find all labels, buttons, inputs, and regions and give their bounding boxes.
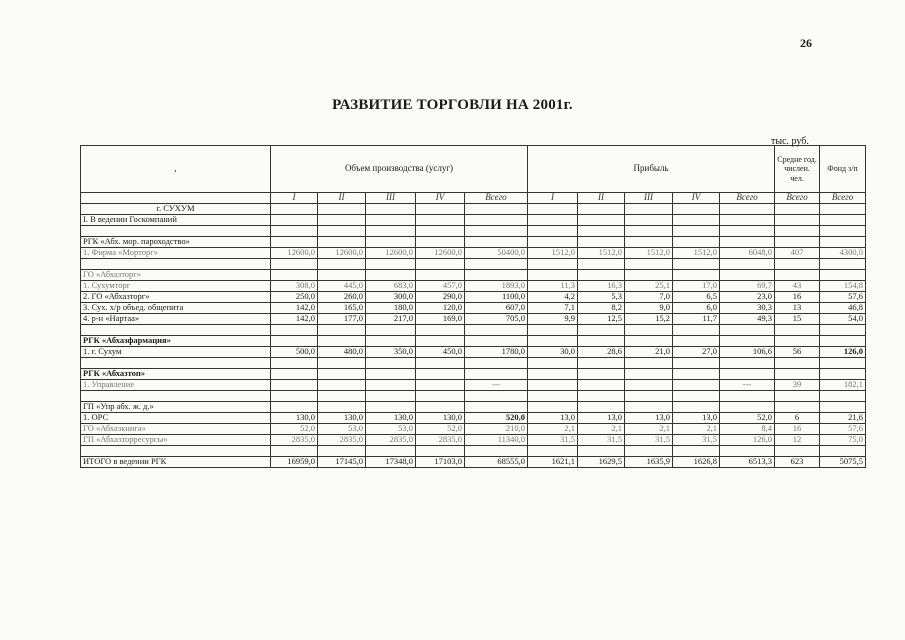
wage-fund-sub-header: Всего <box>820 193 866 204</box>
volume-q4: 169,0 <box>416 314 465 325</box>
avg-staff: 16 <box>775 424 820 435</box>
group-label: РГК «Абх. мор. пароходство» <box>81 237 271 248</box>
volume-q3: 180,0 <box>366 303 416 314</box>
group-label: ГО «Абхазторг» <box>81 270 271 281</box>
profit-q4: 31,5 <box>673 435 720 446</box>
profit-q4: 11,7 <box>673 314 720 325</box>
profit-q2: 16,3 <box>578 281 625 292</box>
avg-staff: 623 <box>775 457 820 468</box>
volume-total: 68555,0 <box>465 457 528 468</box>
volume-total: 1893,0 <box>465 281 528 292</box>
city-name: г. СУХУМ <box>81 204 271 215</box>
row-label: 2. ГО «Абхазторг» <box>81 292 271 303</box>
volume-q1: 308,0 <box>271 281 318 292</box>
table-row <box>81 413 866 424</box>
volume-q4: 120,0 <box>416 303 465 314</box>
profit-total: 8,4 <box>720 424 775 435</box>
wage-fund-header: Фонд з/п <box>820 146 866 193</box>
table-row <box>81 248 866 259</box>
spacer-row <box>81 358 866 369</box>
row-label: 1. Управление <box>81 380 271 391</box>
volume-total: --- <box>465 380 528 391</box>
group-row <box>81 369 866 380</box>
volume-q1: 130,0 <box>271 413 318 424</box>
volume-total: 607,0 <box>465 303 528 314</box>
avg-staff: 15 <box>775 314 820 325</box>
profit-q1: 11,3 <box>528 281 578 292</box>
profit-q4: 2,1 <box>673 424 720 435</box>
volume-q4: 12600,0 <box>416 248 465 259</box>
row-label: 4. р-н «Нартаа» <box>81 314 271 325</box>
row-label: ГО «Абхазкнига» <box>81 424 271 435</box>
wage-fund: 75,0 <box>820 435 866 446</box>
avg-staff: 39 <box>775 380 820 391</box>
profit-q3: 15,2 <box>625 314 673 325</box>
quarter-header: IV <box>416 193 465 204</box>
profit-q3: 7,0 <box>625 292 673 303</box>
page-title: РАЗВИТИЕ ТОРГОВЛИ НА 2001г. <box>332 97 573 113</box>
volume-q1: 16959,0 <box>271 457 318 468</box>
group-row <box>81 270 866 281</box>
section-row <box>81 215 866 226</box>
wage-fund: 21,6 <box>820 413 866 424</box>
table-header-row <box>81 146 866 193</box>
volume-q1: 2835,0 <box>271 435 318 446</box>
table-row <box>81 292 866 303</box>
quarter-header: Всего <box>720 193 775 204</box>
profit-q4: 6,0 <box>673 303 720 314</box>
wage-fund: 57,6 <box>820 292 866 303</box>
volume-total: 1100,0 <box>465 292 528 303</box>
city-row <box>81 204 866 215</box>
group-row <box>81 402 866 413</box>
volume-q1: 500,0 <box>271 347 318 358</box>
profit-group-header: Прибыль <box>528 146 775 193</box>
volume-q1: 52,0 <box>271 424 318 435</box>
units-label: тыс. руб. <box>771 136 809 147</box>
spacer-row <box>81 259 866 270</box>
table-row <box>81 303 866 314</box>
table-row <box>81 380 866 391</box>
avg-staff: 6 <box>775 413 820 424</box>
volume-q2: 12600,0 <box>318 248 366 259</box>
volume-q3: 2835,0 <box>366 435 416 446</box>
quarter-header: III <box>366 193 416 204</box>
volume-q4: 457,0 <box>416 281 465 292</box>
quarter-header: II <box>578 193 625 204</box>
volume-q4: 17103,0 <box>416 457 465 468</box>
volume-q1: 12600,0 <box>271 248 318 259</box>
profit-q3: 1635,9 <box>625 457 673 468</box>
row-label: 3. Сух. х/р объед. общепита <box>81 303 271 314</box>
avg-staff-sub-header: Всего <box>775 193 820 204</box>
group-label: РГК «Абхазфармация» <box>81 336 271 347</box>
profit-q1: 1621,1 <box>528 457 578 468</box>
profit-q4: 1512,0 <box>673 248 720 259</box>
table-row <box>81 314 866 325</box>
wage-fund: 57,6 <box>820 424 866 435</box>
profit-total: 49,3 <box>720 314 775 325</box>
row-label: 1. ОРС <box>81 413 271 424</box>
quarter-header: Всего <box>465 193 528 204</box>
volume-total: 705,0 <box>465 314 528 325</box>
volume-q2: 445,0 <box>318 281 366 292</box>
table-row <box>81 435 866 446</box>
avg-staff-header: Средне год. числен. чел. <box>775 146 820 193</box>
profit-q3: 21,0 <box>625 347 673 358</box>
volume-group-header: Объем производства (услуг) <box>271 146 528 193</box>
profit-q3: 13,0 <box>625 413 673 424</box>
corner-cell: , <box>81 146 271 193</box>
spacer-row <box>81 391 866 402</box>
profit-q2: 1512,0 <box>578 248 625 259</box>
profit-q3: 1512,0 <box>625 248 673 259</box>
volume-q1: 142,0 <box>271 303 318 314</box>
profit-total: 6513,3 <box>720 457 775 468</box>
profit-q2: 13,0 <box>578 413 625 424</box>
profit-q4: 27,0 <box>673 347 720 358</box>
volume-q2: 53,0 <box>318 424 366 435</box>
spacer-row <box>81 325 866 336</box>
profit-q4: 1626,8 <box>673 457 720 468</box>
profit-total: --- <box>720 380 775 391</box>
avg-staff: 12 <box>775 435 820 446</box>
wage-fund: 126,0 <box>820 347 866 358</box>
section-label: I. В ведении Госкомпаний <box>81 215 271 226</box>
profit-q4: 17,0 <box>673 281 720 292</box>
group-label: ГП «Упр абх. ж. д.» <box>81 402 271 413</box>
profit-q2: 12,5 <box>578 314 625 325</box>
row-label: 1. Фирма «Морторг» <box>81 248 271 259</box>
avg-staff: 43 <box>775 281 820 292</box>
spacer-row <box>81 226 866 237</box>
volume-q3: 17348,0 <box>366 457 416 468</box>
profit-q1: 13,0 <box>528 413 578 424</box>
profit-q1: 4,2 <box>528 292 578 303</box>
quarter-header: I <box>528 193 578 204</box>
volume-q3: 683,0 <box>366 281 416 292</box>
trade-development-table <box>80 145 866 468</box>
volume-q2: 17145,0 <box>318 457 366 468</box>
profit-q3: 25,1 <box>625 281 673 292</box>
group-row <box>81 237 866 248</box>
profit-total: 69,7 <box>720 281 775 292</box>
profit-total: 52,0 <box>720 413 775 424</box>
volume-q3: 53,0 <box>366 424 416 435</box>
avg-staff: 56 <box>775 347 820 358</box>
volume-q2: 165,0 <box>318 303 366 314</box>
volume-q2: 260,0 <box>318 292 366 303</box>
page-number: 26 <box>800 36 812 50</box>
avg-staff: 407 <box>775 248 820 259</box>
row-label: 1. Сухумторг <box>81 281 271 292</box>
row-label: 1. г. Сухум <box>81 347 271 358</box>
volume-q2: 177,0 <box>318 314 366 325</box>
table-row <box>81 424 866 435</box>
group-label: РГК «Абхазтоп» <box>81 369 271 380</box>
profit-q3: 2,1 <box>625 424 673 435</box>
profit-q1: 2,1 <box>528 424 578 435</box>
row-label: ГП «Абхазторресурсы» <box>81 435 271 446</box>
profit-total: 106,6 <box>720 347 775 358</box>
profit-q2: 1629,5 <box>578 457 625 468</box>
profit-total: 126,0 <box>720 435 775 446</box>
volume-q3: 12600,0 <box>366 248 416 259</box>
wage-fund: 46,8 <box>820 303 866 314</box>
wage-fund: 5075,5 <box>820 457 866 468</box>
group-row <box>81 336 866 347</box>
volume-q4: 2835,0 <box>416 435 465 446</box>
avg-staff: 16 <box>775 292 820 303</box>
quarter-header-row <box>81 193 866 204</box>
volume-q2: 480,0 <box>318 347 366 358</box>
table-row <box>81 347 866 358</box>
volume-q3: 130,0 <box>366 413 416 424</box>
volume-q4: 52,0 <box>416 424 465 435</box>
blank-cell <box>81 193 271 204</box>
profit-q3: 31,5 <box>625 435 673 446</box>
wage-fund: 54,0 <box>820 314 866 325</box>
quarter-header: III <box>625 193 673 204</box>
profit-q1: 31,5 <box>528 435 578 446</box>
wage-fund: 154,8 <box>820 281 866 292</box>
profit-q2: 5,3 <box>578 292 625 303</box>
profit-total: 30,3 <box>720 303 775 314</box>
quarter-header: II <box>318 193 366 204</box>
volume-total: 210,0 <box>465 424 528 435</box>
wage-fund: 4300,0 <box>820 248 866 259</box>
profit-total: 6048,0 <box>720 248 775 259</box>
volume-total: 1780,0 <box>465 347 528 358</box>
profit-q2: 28,6 <box>578 347 625 358</box>
volume-q1: 142,0 <box>271 314 318 325</box>
table-row <box>81 281 866 292</box>
profit-q3: 9,0 <box>625 303 673 314</box>
volume-q4: 290,0 <box>416 292 465 303</box>
volume-q1: 250,0 <box>271 292 318 303</box>
total-row <box>81 457 866 468</box>
profit-q2: 31,5 <box>578 435 625 446</box>
profit-q1: 30,0 <box>528 347 578 358</box>
profit-q2: 2,1 <box>578 424 625 435</box>
volume-q3: 350,0 <box>366 347 416 358</box>
volume-q2: 130,0 <box>318 413 366 424</box>
spacer-row <box>81 446 866 457</box>
profit-q4: 13,0 <box>673 413 720 424</box>
volume-total: 50400,0 <box>465 248 528 259</box>
volume-q4: 130,0 <box>416 413 465 424</box>
profit-q1: 7,1 <box>528 303 578 314</box>
quarter-header: I <box>271 193 318 204</box>
total-label: ИТОГО в ведении РГК <box>81 457 271 468</box>
volume-q2: 2835,0 <box>318 435 366 446</box>
volume-total: 520,0 <box>465 413 528 424</box>
volume-q3: 300,0 <box>366 292 416 303</box>
avg-staff: 13 <box>775 303 820 314</box>
profit-q1: 9,9 <box>528 314 578 325</box>
profit-total: 23,0 <box>720 292 775 303</box>
profit-q4: 6,5 <box>673 292 720 303</box>
quarter-header: IV <box>673 193 720 204</box>
volume-q3: 217,0 <box>366 314 416 325</box>
profit-q2: 8,2 <box>578 303 625 314</box>
profit-q1: 1512,0 <box>528 248 578 259</box>
volume-total: 11340,0 <box>465 435 528 446</box>
volume-q4: 450,0 <box>416 347 465 358</box>
wage-fund: 182,1 <box>820 380 866 391</box>
